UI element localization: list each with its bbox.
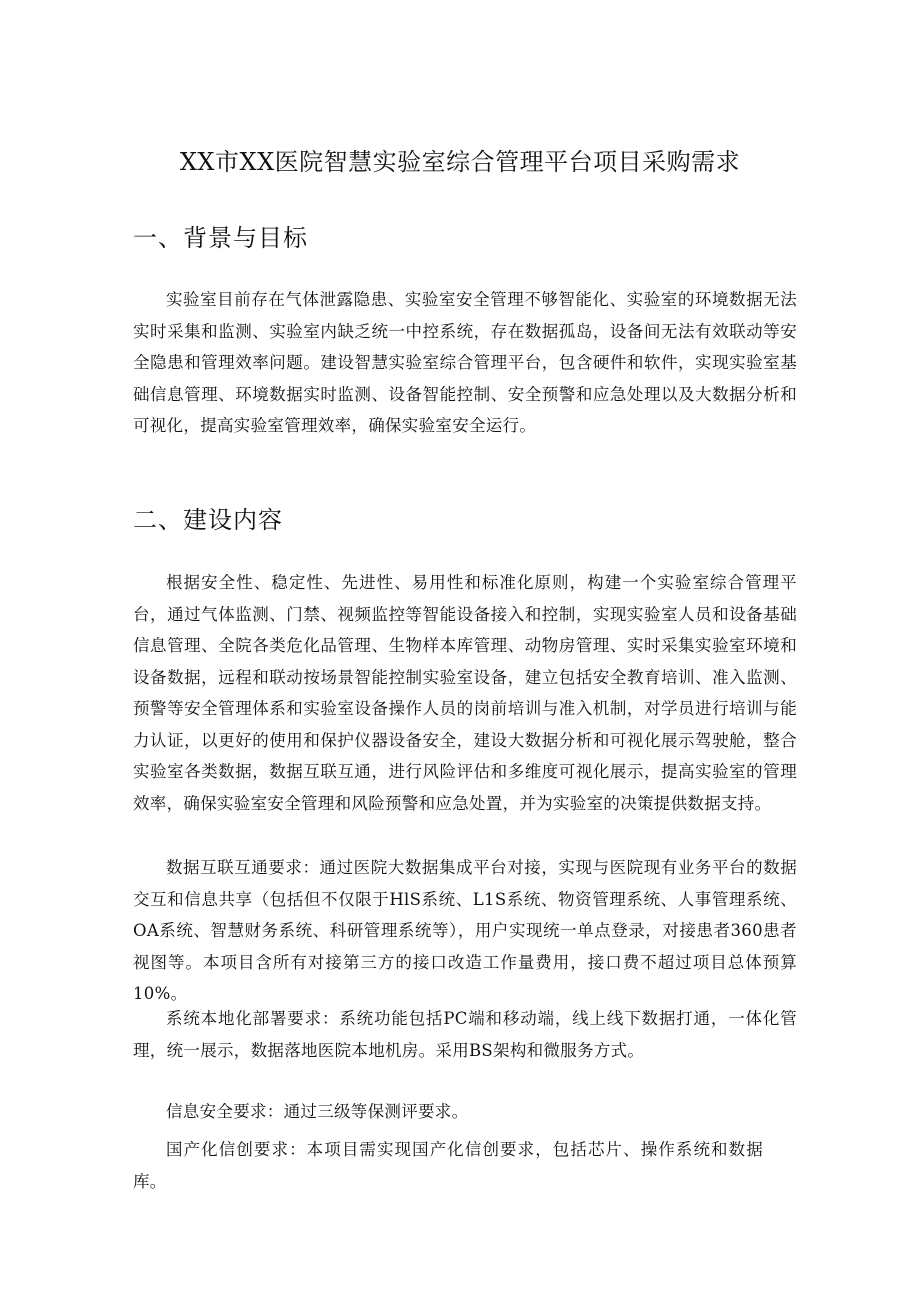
section-heading-construction: 二、建设内容 xyxy=(133,506,283,534)
paragraph-background: 实验室目前存在气体泄露隐患、实验室安全管理不够智能化、实验室的环境数据无法实时采集和监测、实验室内缺乏统一中控系统，存在数据孤岛，设备间无法有效联动等安全隐患和管理效率问题。建设智慧实验室综合管理平台，包含硬件和软件，实现实验室基础信息管理、环境数据实时监测、设备智能控制、安全预警和应急处理以及大数据分析和可视化，提高实验室管理效率，确保实验室安全运行。 xyxy=(133,290,797,435)
paragraph-data-interconnection: 数据互联互通要求：通过医院大数据集成平台对接，实现与医院现有业务平台的数据交互和信息共享（包括但不仅限于HlS系统、L1S系统、物资管理系统、人事管理系统、OA系统、智慧财务系统、科研管理系统等），用户实现统一单点登录，对接患者360患者视图等。本项目含所有对接第三方的接口改造工作量费用，接口费不超过项目总体预算10%。 xyxy=(133,858,797,1003)
paragraph-local-deployment: 系统本地化部署要求：系统功能包括PC端和移动端，线上线下数据打通，一体化管理，统一展示，数据落地医院本地机房。采用BS架构和微服务方式。 xyxy=(133,1009,797,1060)
paragraph-info-security: 信息安全要求：通过三级等保测评要求。 xyxy=(166,1102,469,1121)
document-title: XX市XX医院智慧实验室综合管理平台项目采购需求 xyxy=(179,148,741,176)
paragraph-localization: 国产化信创要求：本项目需实现国产化信创要求，包括芯片、操作系统和数据库。 xyxy=(133,1140,763,1191)
paragraph-construction-overview: 根据安全性、稳定性、先进性、易用性和标准化原则，构建一个实验室综合管理平台，通过气体监测、门禁、视频监控等智能设备接入和控制，实现实验室人员和设备基础信息管理、全院各类危化品管理、生物样本库管理、动物房管理、实时采集实验室环境和设备数据，远程和联动按场景智能控制实验室设备，建立包括安全教育培训、准入监测、预警等安全管理体系和实验室设备操作人员的岗前培训与准入机制，对学员进行培训与能力认证，以更好的使用和保护仪器设备安全，建设大数据分析和可视化展示驾驶舱，整合实验室各类数据，数据互联互通，进行风险评估和多维度可视化展示，提高实验室的管理效率，确保实验室安全管理和风险预警和应急处置，并为实验室的决策提供数据支持。 xyxy=(133,573,797,813)
section-heading-background: 一、背景与目标 xyxy=(133,224,308,252)
